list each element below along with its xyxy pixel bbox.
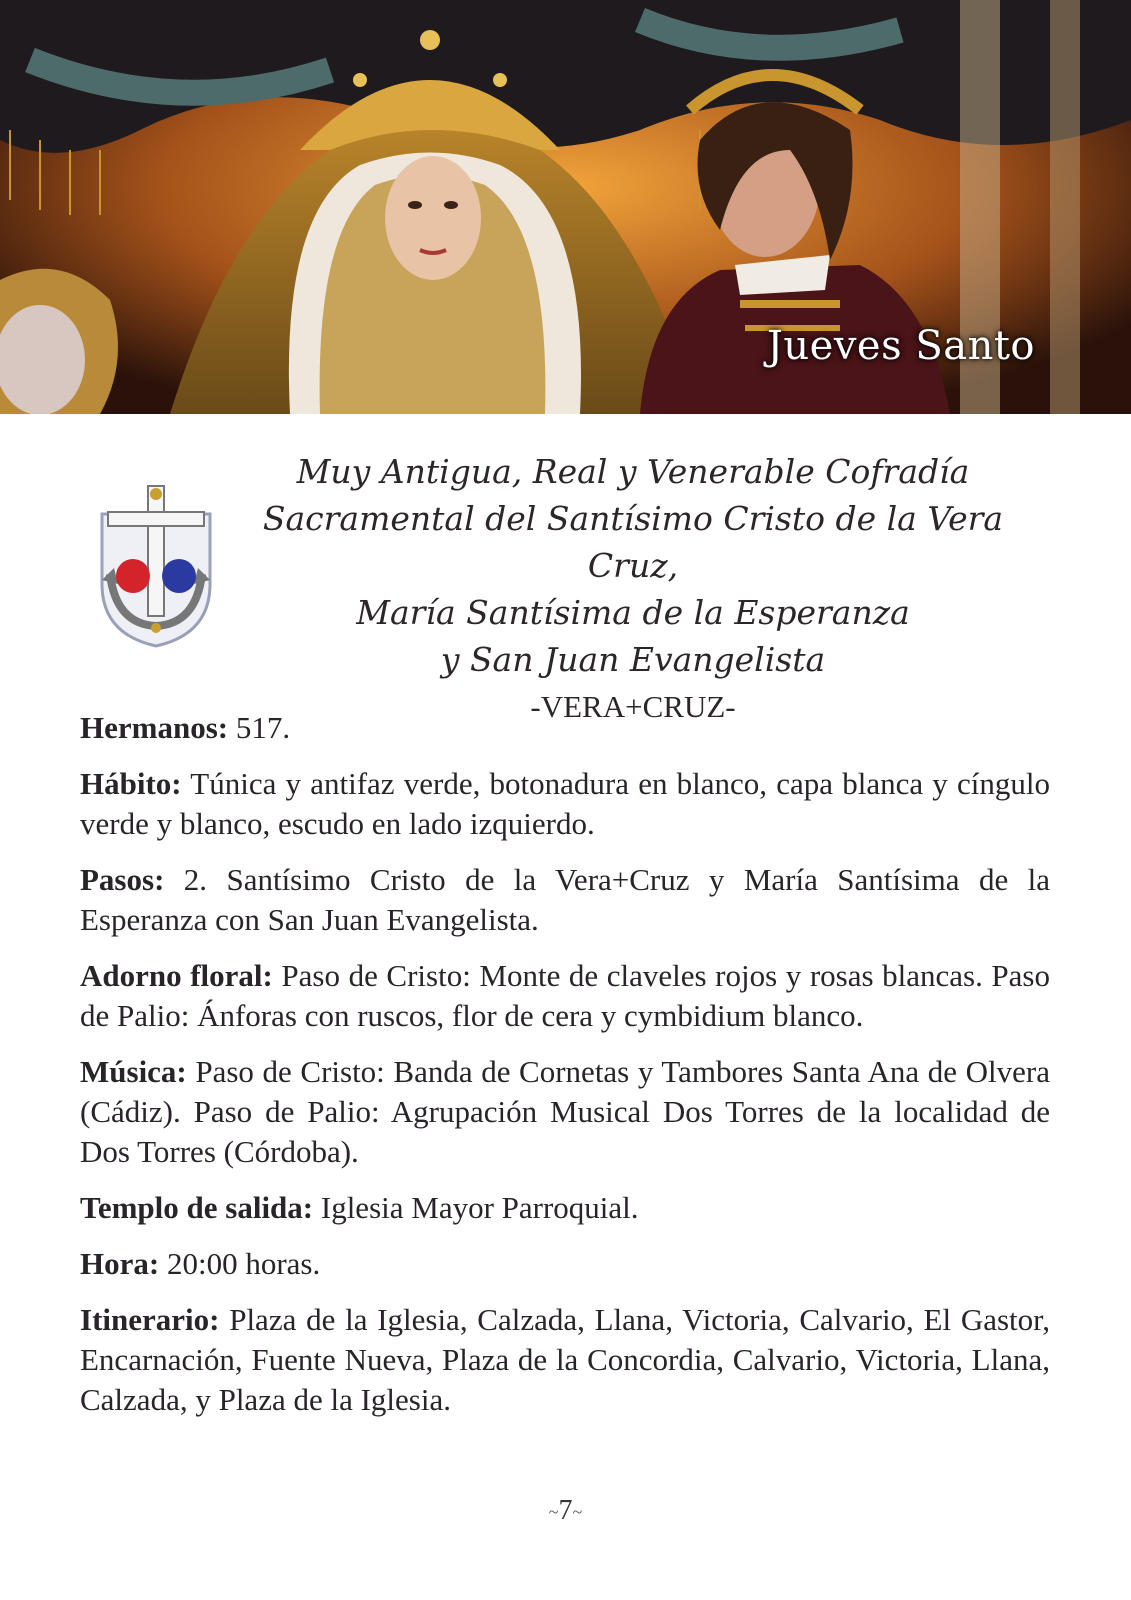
title-line: Muy Antigua, Real y Venerable Cofradía	[296, 452, 970, 491]
info-value: 517.	[228, 710, 291, 745]
info-pasos	[80, 860, 1050, 940]
ornament-left-icon: ~	[548, 1502, 559, 1523]
info-musica	[80, 1052, 1050, 1172]
info-label: Adorno floral:	[80, 958, 273, 993]
info-value: Iglesia Mayor Parroquial.	[313, 1190, 639, 1225]
info-adorno-floral	[80, 956, 1050, 1036]
info-value: Paso de Cristo: Banda de Cornetas y Tambores Santa Ana de Olvera (Cádiz). Paso de Palio: Agrupación Musical Dos Torres de la localidad de Dos Torres (Córdoba).	[80, 1054, 1050, 1169]
title-line: Sacramental del Santísimo Cristo de la Vera Cruz,	[262, 499, 1004, 585]
brotherhood-emblem	[92, 484, 220, 652]
header-photo	[0, 0, 1131, 414]
title-line: y San Juan Evangelista	[440, 640, 826, 679]
day-caption: Jueves Santo	[766, 323, 1035, 369]
info-label: Música:	[80, 1054, 187, 1089]
info-label: Itinerario:	[80, 1302, 220, 1337]
info-label: Templo de salida:	[80, 1190, 314, 1225]
title-line: María Santísima de la Esperanza	[356, 593, 910, 632]
info-templo	[80, 1188, 1050, 1228]
ornament-right-icon: ~	[572, 1502, 583, 1523]
page-number: 7	[558, 1495, 573, 1526]
info-value: 2. Santísimo Cristo de la Vera+Cruz y María Santísima de la Esperanza con San Juan Evangelista.	[80, 862, 1050, 937]
info-label: Pasos:	[80, 862, 165, 897]
page-footer	[0, 1495, 1131, 1527]
info-itinerario	[80, 1300, 1050, 1420]
info-label: Hermanos:	[80, 710, 229, 745]
info-list	[80, 708, 1050, 1436]
info-habito	[80, 764, 1050, 844]
info-value: Túnica y antifaz verde, botonadura en blanco, capa blanca y cíngulo verde y blanco, escudo en lado izquierdo.	[80, 766, 1050, 841]
info-value: Plaza de la Iglesia, Calzada, Llana, Victoria, Calvario, El Gastor, Encarnación, Fuente Nueva, Plaza de la Concordia, Calvario, Victoria, Llana, Calzada, y Plaza de la Iglesia.	[80, 1302, 1050, 1417]
info-value: 20:00 horas.	[159, 1246, 321, 1281]
info-hora	[80, 1244, 1050, 1284]
short-name: -VERA+CRUZ-	[530, 689, 736, 724]
info-hermanos	[80, 708, 1050, 748]
info-label: Hábito:	[80, 766, 182, 801]
info-label: Hora:	[80, 1246, 160, 1281]
brotherhood-title	[218, 448, 1048, 729]
info-value: Paso de Cristo: Monte de claveles rojos y rosas blancas. Paso de Palio: Ánforas con ruscos, flor de cera y cymbidium blanco.	[80, 958, 1050, 1033]
